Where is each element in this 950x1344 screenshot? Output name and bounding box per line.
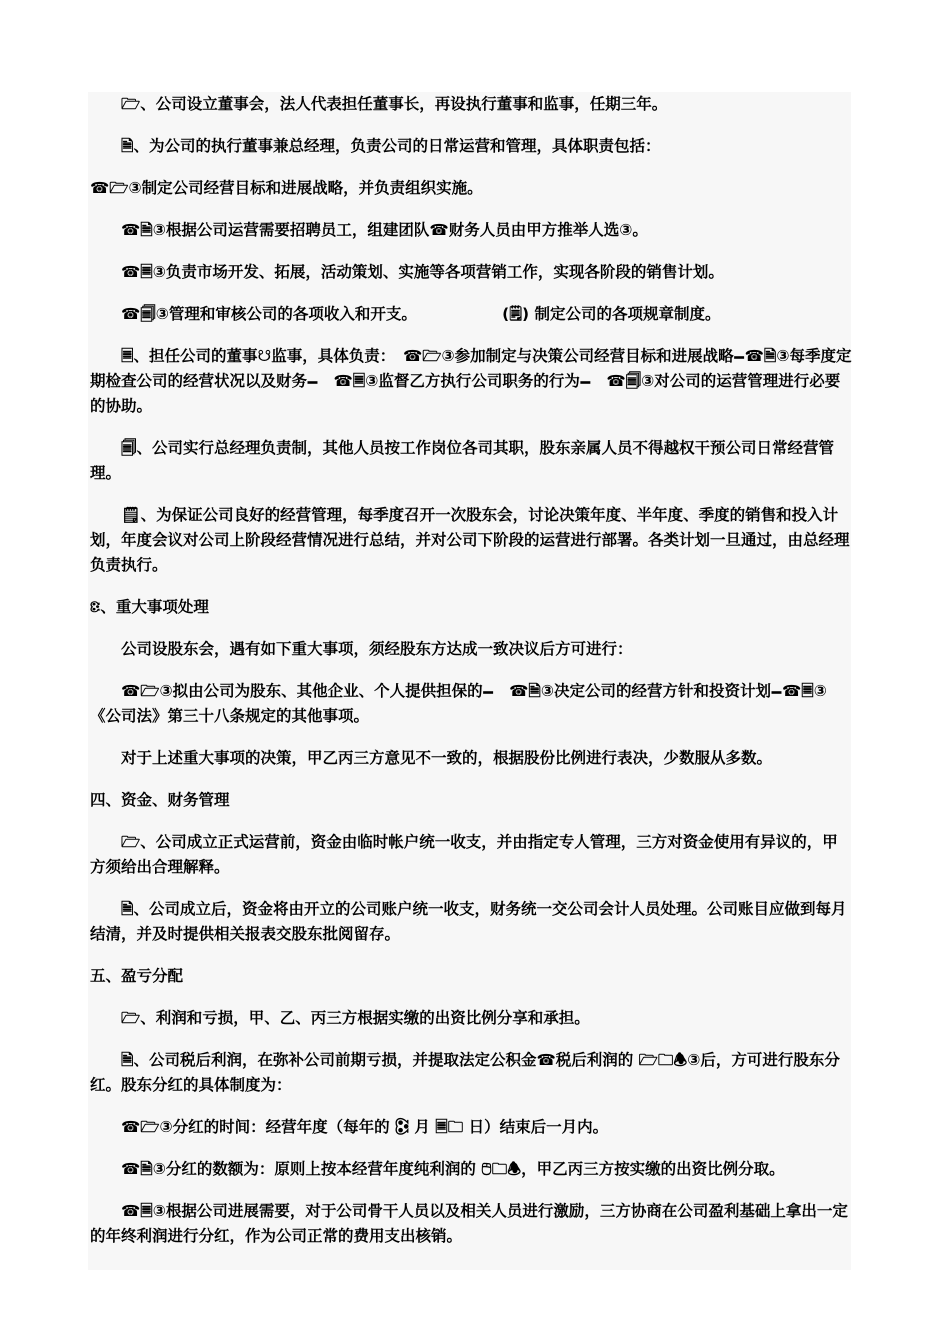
- document-body: [90, 92, 852, 1249]
- paragraph: 🗒、为保证公司良好的经营管理，每季度召开一次股东会，讨论决策年度、半年度、季度的销售和投入计划，年度会议对公司上阶段经营情况进行总结，并对公司下阶段的运营进行部署。各类计划一旦通过，由总经理负责执行。: [90, 506, 850, 574]
- paragraph: ☎🗏③负责市场开发、拓展，活动策划、实施等各项营销工作，实现各阶段的销售计划。: [121, 263, 724, 281]
- paragraph: 🗎、为公司的执行董事兼总经理，负责公司的日常运营和管理，具体职责包括：: [121, 137, 661, 155]
- paragraph: 🗐、公司实行总经理负责制，其他人员按工作岗位各司其职，股东亲属人员不得越权干预公司日常经营管理。: [90, 439, 834, 482]
- paragraph: 🗁、利润和亏损，甲、乙、丙三方根据实缴的出资比例分享和承担。: [121, 1009, 590, 1027]
- paragraph: 🗎、公司税后利润，在弥补公司前期亏损，并提取法定公积金☎税后利润的 🗁🗀🕭③后，方可进行股东分红。股东分红的具体制度为：: [90, 1051, 840, 1094]
- paragraph: ☎🗁③拟由公司为股东、其他企业、个人提供担保的🗕 ☎🗎③决定公司的经营方针和投资计划🗕☎🗏③《公司法》第三十八条规定的其他事项。: [90, 682, 827, 725]
- paragraph: 🗁、公司成立正式运营前，资金由临时帐户统一收支，并由指定专人管理，三方对资金使用有异议的，甲方须给出合理解释。: [90, 833, 838, 876]
- paragraph: ☎🗐③管理和审核公司的各项收入和开支。 (🗒) 制定公司的各项规章制度。: [121, 305, 721, 323]
- paragraph: ☎🗏③根据公司进展需要，对于公司骨干人员以及相关人员进行激励，三方协商在公司盈利基础上拿出一定的年终利润进行分红，作为公司正常的费用支出核销。: [90, 1202, 848, 1245]
- paragraph: 对于上述重大事项的决策，甲乙丙三方意见不一致的，根据股份比例进行表决，少数服从多数。: [121, 749, 773, 767]
- paragraph: ☎🗁③制定公司经营目标和进展战略，并负责组织实施。: [90, 179, 483, 197]
- section-heading: 五、盈亏分配: [90, 967, 184, 985]
- paragraph: ☎🗁③分红的时间：经营年度（每年的 🕃 月 🗏🗀 日）结束后一月内。: [121, 1118, 609, 1136]
- paragraph: 公司设股东会，遇有如下重大事项，须经股东方达成一致决议后方可进行：: [121, 640, 633, 658]
- paragraph: 🗎、公司成立后，资金将由开立的公司账户统一收支，财务统一交公司会计人员处理。公司账目应做到每月结清，并及时提供相关报表交股东批阅留存。: [90, 900, 847, 943]
- section-heading: 🕃、重大事项处理: [90, 598, 209, 616]
- paragraph: ☎🗎③分红的数额为：原则上按本经营年度纯利润的 🖰🗀🕭，甲乙丙三方按实缴的出资比例分取。: [121, 1160, 785, 1178]
- paragraph: 🗏、担任公司的董事☋监事，具体负责： ☎🗁③参加制定与决策公司经营目标和进展战略🗕☎🗎③每季度定期检查公司的经营状况以及财务🗕 ☎🗏③监督乙方执行公司职务的行为🗕 ☎🗐③对公司的运营管理进行必要的协助。: [90, 347, 852, 415]
- paragraph: 🗁、公司设立董事会，法人代表担任董事长，再设执行董事和监事，任期三年。: [121, 95, 668, 113]
- section-heading: 四、资金、财务管理: [90, 791, 230, 809]
- paragraph: ☎🗎③根据公司运营需要招聘员工，组建团队☎财务人员由甲方推举人选③。: [121, 221, 648, 239]
